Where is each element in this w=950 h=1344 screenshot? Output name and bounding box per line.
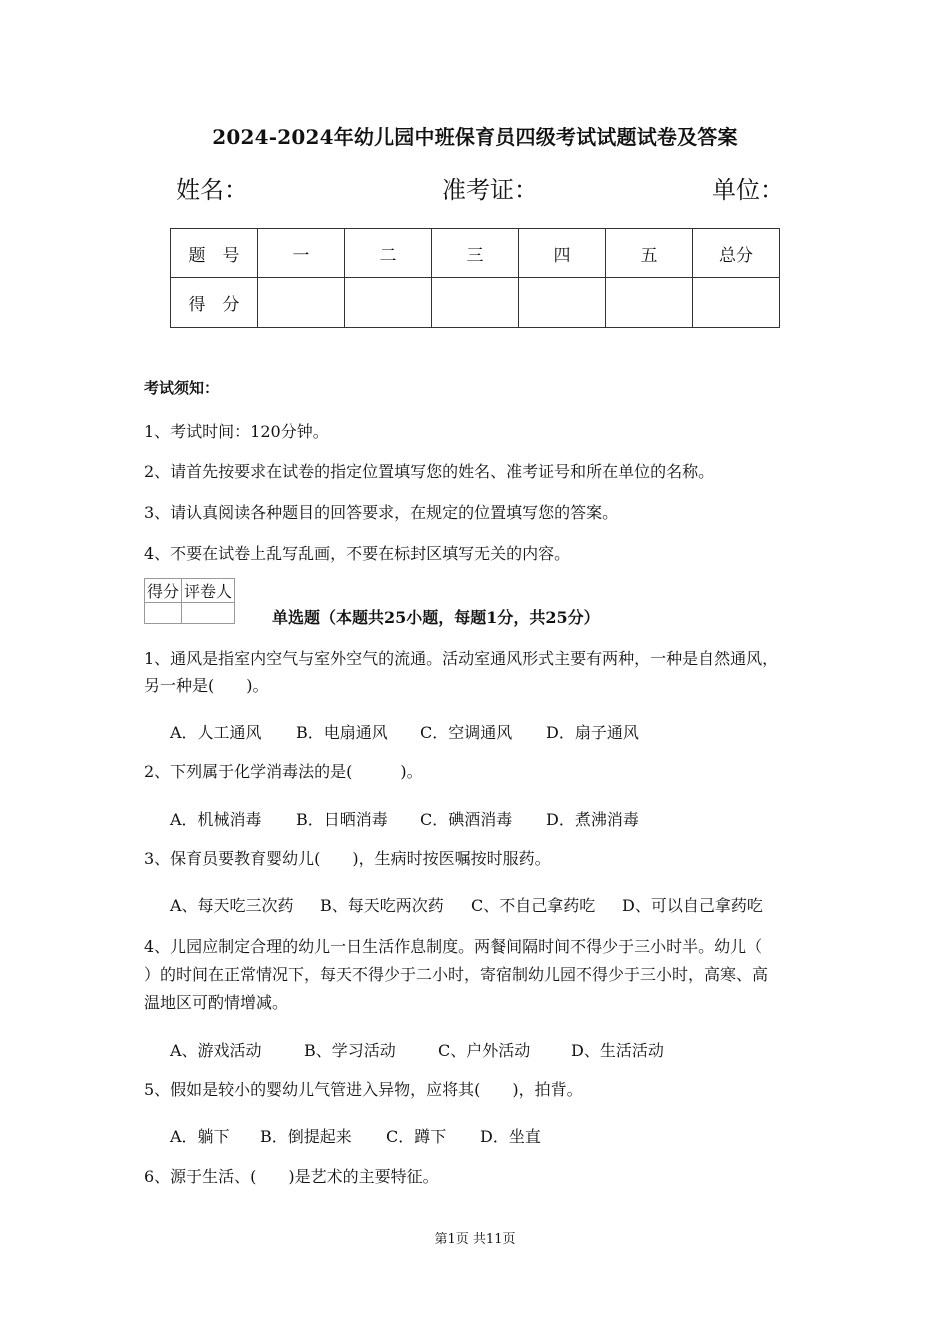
option-c[interactable]: C．蹲下	[386, 1127, 447, 1146]
notice-item: 4、不要在试卷上乱写乱画，不要在标封区填写无关的内容。	[144, 544, 571, 563]
grader-reviewer-cell[interactable]	[182, 603, 235, 624]
option-c[interactable]: C．碘酒消毒	[420, 810, 513, 829]
score-row-label: 得 分	[171, 278, 258, 328]
option-c[interactable]: C．空调通风	[420, 723, 513, 742]
name-label: 姓名：	[176, 176, 248, 204]
score-header-cell: 一	[258, 229, 345, 278]
score-input-cell[interactable]	[258, 278, 345, 328]
question-line: 温地区可酌情增减。	[144, 993, 289, 1012]
score-header-cell: 四	[519, 229, 606, 278]
section-title: 单选题（本题共25小题，每题1分，共25分）	[272, 608, 600, 627]
option-b[interactable]: B、每天吃两次药	[320, 896, 444, 915]
score-input-cell[interactable]	[432, 278, 519, 328]
question-line: 1、通风是指室内空气与室外空气的流通。活动室通风形式主要有两种，一种是自然通风，	[144, 649, 779, 668]
notice-item: 3、请认真阅读各种题目的回答要求，在规定的位置填写您的答案。	[144, 503, 619, 522]
question-line: 6、源于生活、( )是艺术的主要特征。	[144, 1167, 439, 1186]
option-a[interactable]: A、游戏活动	[170, 1041, 262, 1060]
notice-item: 1、考试时间：120分钟。	[144, 422, 329, 441]
option-a[interactable]: A．机械消毒	[170, 810, 262, 829]
question-line: 另一种是( )。	[144, 676, 269, 695]
score-input-cell[interactable]	[345, 278, 432, 328]
score-input-cell[interactable]	[606, 278, 693, 328]
option-d[interactable]: D．坐直	[480, 1127, 541, 1146]
question-line: 3、保育员要教育婴幼儿( )，生病时按医嘱按时服药。	[144, 849, 551, 868]
option-d[interactable]: D、可以自己拿药吃	[622, 896, 763, 915]
exam-id-label: 准考证：	[442, 176, 538, 204]
score-table	[170, 228, 780, 328]
option-b[interactable]: B．倒提起来	[260, 1127, 352, 1146]
question-line: 2、下列属于化学消毒法的是( )。	[144, 762, 423, 781]
option-c[interactable]: C、不自己拿药吃	[471, 896, 596, 915]
document-title: 2024-2024年幼儿园中班保育员四级考试试题试卷及答案	[212, 125, 738, 149]
score-header-cell: 三	[432, 229, 519, 278]
grader-score-label: 得分	[145, 579, 182, 603]
grader-score-cell[interactable]	[145, 603, 182, 624]
option-d[interactable]: D．煮沸消毒	[546, 810, 639, 829]
question-line: 4、儿园应制定合理的幼儿一日生活作息制度。两餐间隔时间不得少于三小时半。幼儿（	[144, 937, 763, 956]
score-input-cell[interactable]	[519, 278, 606, 328]
score-header-cell: 五	[606, 229, 693, 278]
option-a[interactable]: A、每天吃三次药	[170, 896, 294, 915]
score-header-cell: 总分	[693, 229, 780, 278]
score-header-cell: 题 号	[171, 229, 258, 278]
question-line: ）的时间在正常情况下，每天不得少于二小时，寄宿制幼儿园不得少于三小时，高寒、高	[144, 965, 769, 984]
unit-label: 单位：	[712, 176, 784, 204]
grader-box	[144, 578, 235, 624]
score-header-cell: 二	[345, 229, 432, 278]
option-b[interactable]: B．电扇通风	[296, 723, 388, 742]
notice-item: 2、请首先按要求在试卷的指定位置填写您的姓名、准考证号和所在单位的名称。	[144, 462, 715, 481]
score-table-score-row	[171, 278, 780, 328]
option-b[interactable]: B、学习活动	[304, 1041, 396, 1060]
question-line: 5、假如是较小的婴幼儿气管进入异物，应将其( )，拍背。	[144, 1080, 583, 1099]
page-footer: 第1页 共11页	[434, 1232, 516, 1247]
grader-reviewer-label: 评卷人	[182, 579, 235, 603]
option-b[interactable]: B．日晒消毒	[296, 810, 388, 829]
option-d[interactable]: D、生活活动	[571, 1041, 664, 1060]
notice-title: 考试须知：	[144, 379, 220, 397]
option-a[interactable]: A．人工通风	[170, 723, 262, 742]
score-input-cell[interactable]	[693, 278, 780, 328]
score-table-header-row	[171, 229, 780, 278]
option-c[interactable]: C、户外活动	[438, 1041, 531, 1060]
option-d[interactable]: D．扇子通风	[546, 723, 639, 742]
option-a[interactable]: A．躺下	[170, 1127, 230, 1146]
